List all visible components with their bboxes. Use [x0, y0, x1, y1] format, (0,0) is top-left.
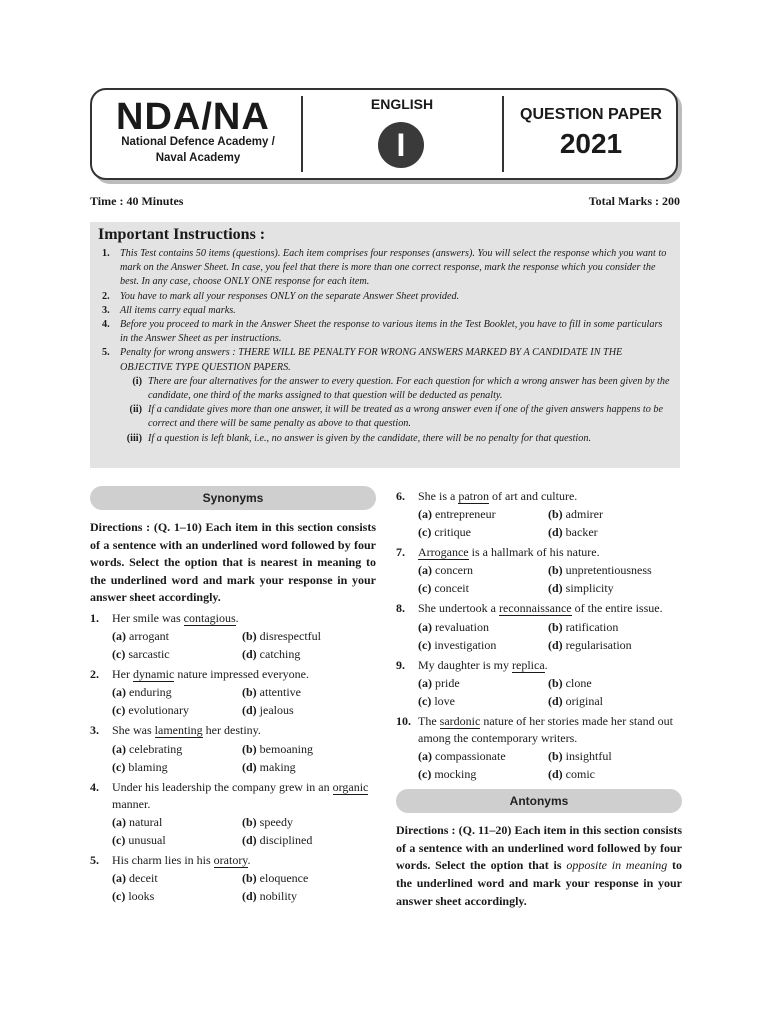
underlined-word: patron — [458, 489, 489, 503]
option-d: (d) original — [548, 693, 603, 708]
penalty-number: (ii) — [129, 404, 142, 416]
synonyms-directions: Directions : (Q. 1–10) Each item in this section consists of a sentence with an underlined word followed by four words. Select the option that is nearest in meaning to the underlined word and mark your response in your answer sheet accordingly. — [90, 520, 376, 605]
paper-number-badge: I — [378, 122, 424, 168]
stem-text: is a hallmark of his nature. — [468, 545, 600, 560]
underlined-word: replica — [512, 657, 545, 672]
stem-text: manner. — [112, 796, 151, 811]
option-a: (a) concern — [418, 563, 473, 578]
option-d: (d) nobility — [242, 889, 298, 904]
option-c: (c) investigation — [418, 637, 497, 652]
option-d: (d) comic — [548, 767, 595, 782]
option-a: (a) arrogant — [112, 629, 169, 644]
instruction-number: 5. — [102, 347, 110, 359]
option-b: (b) bemoaning — [242, 741, 313, 756]
right-column — [396, 488, 682, 910]
underlined-word: dynamic — [133, 667, 175, 682]
question-number: 2. — [90, 667, 99, 682]
option-c: (c) conceit — [418, 581, 469, 596]
option-d: (d) simplicity — [548, 581, 614, 596]
option-b: (b) admirer — [548, 507, 603, 522]
instruction-text: Penalty for wrong answers : THERE WILL BE PENALTY FOR WRONG ANSWERS MARKED BY A CANDIDATE IN THE OBJECTIVE TYPE QUESTION PAPERS. — [120, 347, 623, 373]
option-a: (a) deceit — [112, 871, 158, 886]
instruction-item — [98, 346, 672, 445]
options-grid — [90, 627, 376, 663]
question-stem — [396, 544, 682, 561]
question-stem — [90, 852, 376, 869]
question-stem — [90, 722, 376, 739]
penalty-number: (i) — [132, 375, 142, 387]
question-stem — [396, 713, 682, 747]
option-c: (c) evolutionary — [112, 703, 189, 718]
question-stem — [396, 600, 682, 617]
left-column — [90, 486, 376, 905]
penalty-sub-list — [120, 375, 672, 446]
option-a: (a) natural — [112, 814, 163, 829]
options-grid — [396, 561, 682, 597]
question-item — [396, 713, 682, 783]
instruction-number: 3. — [102, 304, 110, 316]
options-grid — [90, 740, 376, 776]
question-number: 1. — [90, 610, 99, 625]
header-divider — [502, 96, 504, 172]
question-item — [396, 600, 682, 653]
stem-text: of art and culture. — [489, 489, 578, 503]
options-grid — [396, 505, 682, 541]
instruction-item — [98, 318, 672, 346]
subject-label: ENGLISH — [370, 96, 434, 112]
option-c: (c) sarcastic — [112, 647, 170, 662]
instruction-number: 4. — [102, 319, 110, 331]
options-grid — [90, 813, 376, 849]
option-a: (a) entrepreneur — [418, 507, 496, 522]
penalty-number: (iii) — [126, 432, 142, 444]
stem-text: Her smile was — [112, 610, 184, 625]
stem-text: She was — [112, 723, 155, 738]
penalty-text: If a candidate gives more than one answer, it will be treated as a wrong answer even if one of the given answers happens to be correct and there will be same penalty as above to that question. — [148, 404, 663, 430]
option-d: (d) making — [242, 759, 296, 774]
question-stem — [396, 657, 682, 674]
brand-subtitle-line-2: Naval Academy — [155, 152, 241, 164]
underlined-word: oratory — [213, 852, 248, 867]
option-d: (d) disciplined — [242, 832, 313, 847]
stem-text: . — [544, 657, 548, 672]
penalty-item — [120, 375, 672, 403]
question-item — [90, 852, 376, 905]
option-c: (c) unusual — [112, 832, 166, 847]
options-grid — [396, 674, 682, 710]
stem-text: She undertook a — [418, 601, 499, 616]
question-item — [90, 779, 376, 849]
instruction-item — [98, 247, 672, 290]
option-c: (c) mocking — [418, 767, 477, 782]
directions-text: to the underlined word and mark your response in your answer sheet accordingly. — [396, 858, 683, 908]
option-d: (d) jealous — [242, 703, 294, 718]
options-grid — [90, 683, 376, 719]
question-stem — [396, 488, 682, 505]
header-divider — [301, 96, 303, 172]
question-item — [90, 722, 376, 775]
option-b: (b) ratification — [548, 619, 619, 634]
question-number: 5. — [90, 852, 99, 867]
stem-text: nature of her stories made her stand out among the contemporary writers. — [418, 713, 673, 746]
paper-year: 2021 — [559, 128, 623, 159]
question-item — [396, 657, 682, 710]
underlined-word: reconnaissance — [498, 601, 572, 616]
underlined-word: contagious — [183, 610, 236, 625]
instructions-title: Important Instructions : — [98, 226, 266, 243]
options-grid — [90, 869, 376, 905]
instruction-text: All items carry equal marks. — [120, 304, 236, 316]
stem-text: My daughter is my — [418, 657, 512, 672]
underlined-word: Arrogance — [418, 545, 469, 560]
option-c: (c) looks — [112, 889, 155, 904]
question-number: 9. — [396, 657, 405, 672]
penalty-text: There are four alternatives for the answer to every question. For each question for which a wrong answer has been given by the candidate, one third of the marks assigned to that question will be deducted as penalty. — [148, 375, 670, 402]
stem-text: She is a — [418, 489, 459, 503]
question-item — [396, 544, 682, 597]
question-stem — [90, 610, 376, 627]
instructions-box — [90, 222, 680, 468]
underlined-word: sardonic — [439, 713, 481, 728]
stem-text: The — [418, 713, 440, 728]
antonyms-heading: Antonyms — [396, 789, 682, 813]
option-b: (b) disrespectful — [242, 629, 321, 644]
instruction-item — [98, 304, 672, 318]
brand-subtitle — [100, 134, 296, 166]
option-d: (d) regularisation — [548, 637, 632, 652]
instruction-number: 1. — [102, 248, 110, 259]
penalty-text: If a question is left blank, i.e., no answer is given by the candidate, there will be no penalty for that question. — [148, 432, 591, 444]
antonyms-directions — [396, 822, 682, 910]
time-allowed: Time : 40 Minutes — [90, 194, 184, 208]
option-a: (a) celebrating — [112, 741, 183, 756]
penalty-item — [120, 432, 672, 446]
question-stem — [90, 779, 376, 813]
penalty-item — [120, 403, 672, 431]
question-stem — [90, 666, 376, 683]
instruction-number: 2. — [102, 290, 110, 302]
instruction-text: This Test contains 50 items (questions). Each item comprises four responses (answers). You will select the response which you want to mark on the Answer Sheet. In case, you feel that there is more than one correct response, mark the response which you consider the best. In any case, choose ONLY ONE response for each item. — [120, 248, 667, 288]
option-b: (b) attentive — [242, 685, 301, 700]
option-d: (d) catching — [242, 647, 301, 662]
stem-text: . — [235, 610, 239, 625]
instruction-text: Before you proceed to mark in the Answer Sheet the response to various items in the Test Booklet, you have to fill in some particulars in the Answer Sheet as per instructions. — [120, 319, 663, 345]
total-marks: Total Marks : 200 — [588, 194, 680, 208]
stem-text: His charm lies in his — [112, 852, 214, 867]
stem-text: Under his leadership the company grew in an — [112, 779, 333, 794]
option-a: (a) enduring — [112, 685, 172, 700]
synonyms-heading: Synonyms — [90, 486, 376, 510]
instructions-list — [98, 247, 672, 446]
underlined-word: lamenting — [154, 723, 203, 738]
directions-text: Directions : (Q. 11–20) Each item in this section consists of a sentence with an underlined word followed by four words. Select the option that is — [396, 823, 682, 873]
stem-text: nature impressed everyone. — [174, 667, 309, 682]
directions-emphasis: opposite in meaning — [566, 858, 668, 873]
option-b: (b) speedy — [242, 814, 293, 829]
option-b: (b) clone — [548, 675, 592, 690]
option-b: (b) eloquence — [242, 871, 309, 886]
brand-subtitle-line-1: National Defence Academy / — [121, 136, 275, 148]
options-grid — [396, 747, 682, 783]
stem-text: Her — [112, 667, 133, 682]
instruction-item — [98, 290, 672, 304]
question-item — [90, 666, 376, 719]
question-number: 3. — [90, 723, 99, 738]
option-b: (b) insightful — [548, 749, 612, 764]
option-a: (a) pride — [418, 675, 460, 690]
stem-text: of the entire issue. — [571, 601, 663, 616]
option-c: (c) love — [418, 693, 455, 708]
question-item — [90, 610, 376, 663]
option-d: (d) backer — [548, 525, 598, 540]
question-number: 4. — [90, 779, 99, 794]
brand-title: NDA/NA — [116, 96, 270, 138]
option-a: (a) revaluation — [418, 619, 489, 634]
option-c: (c) blaming — [112, 759, 168, 774]
question-number: 8. — [396, 601, 405, 616]
option-b: (b) unpretentiousness — [548, 563, 652, 578]
stem-text: her destiny. — [202, 723, 261, 738]
question-number: 6. — [396, 489, 405, 503]
header-box — [90, 88, 678, 180]
instruction-text: You have to mark all your responses ONLY on the separate Answer Sheet provided. — [120, 290, 460, 302]
question-number: 7. — [396, 545, 405, 560]
options-grid — [396, 618, 682, 654]
option-a: (a) compassionate — [418, 749, 506, 764]
question-paper-label: QUESTION PAPER — [520, 106, 662, 123]
question-number: 10. — [396, 713, 411, 728]
stem-text: . — [247, 852, 251, 867]
option-c: (c) critique — [418, 525, 471, 540]
question-item — [396, 488, 682, 541]
underlined-word: organic — [332, 779, 369, 794]
